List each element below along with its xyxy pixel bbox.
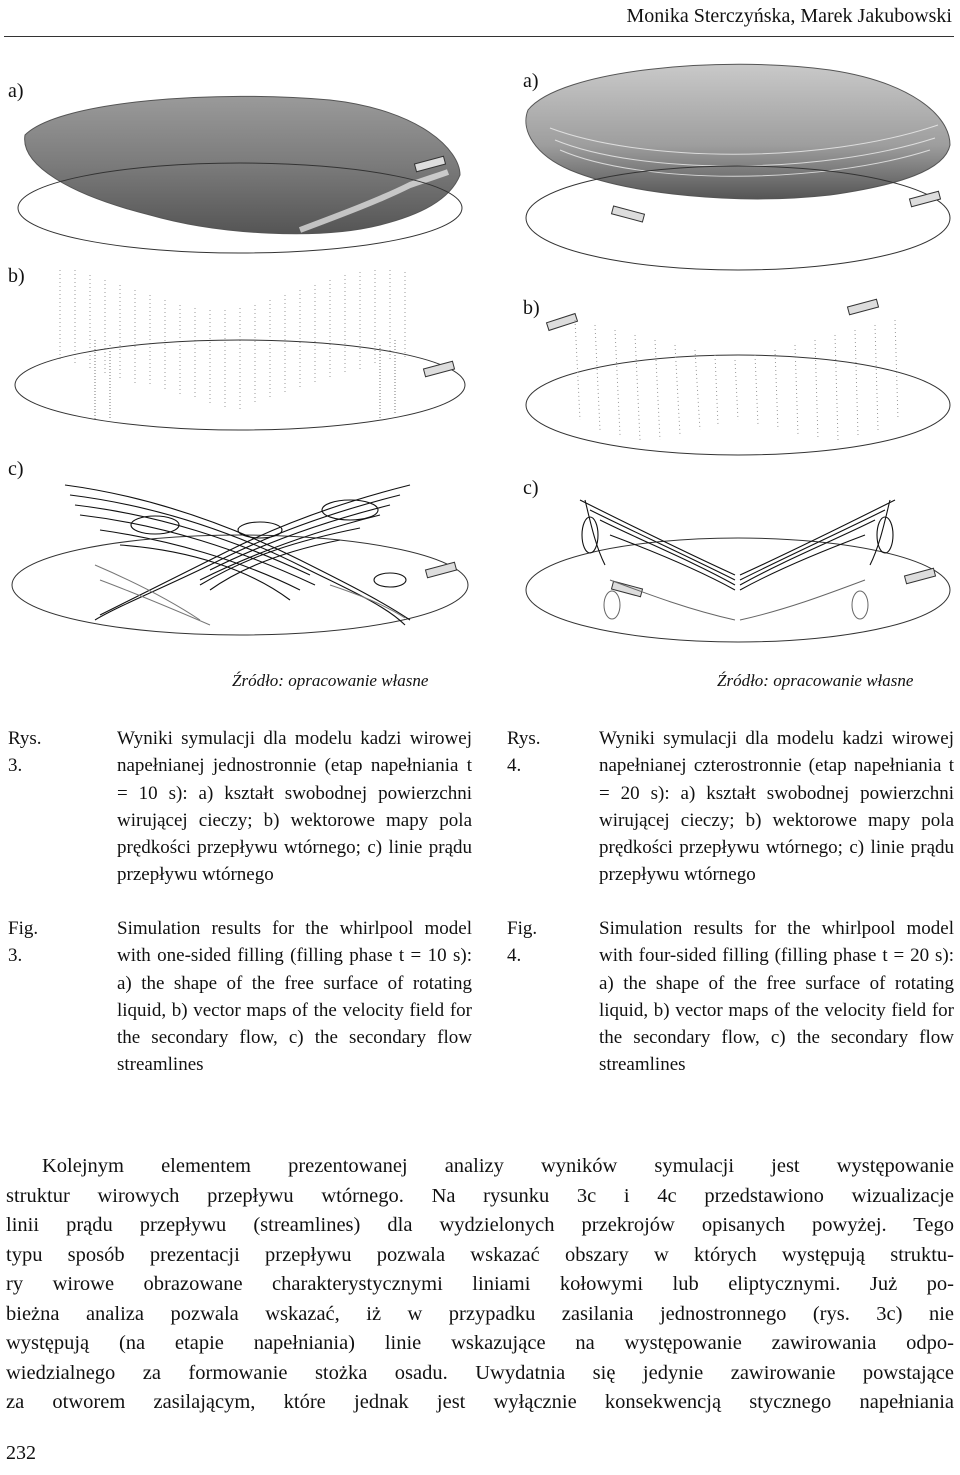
body-line: za otworem zasilającym, które jednak jest wyłącznie konsekwencją stycznego napełniania [6,1391,954,1413]
header-authors: Monika Sterczyńska, Marek Jakubowski [626,5,952,27]
body-line: ry wirowe obrazowane charakterystycznymi liniami kołowymi lub eliptycznymi. Już po- [6,1273,954,1295]
fig3-source: Źródło: opracowanie własne [232,671,429,690]
body-line: linii prądu przepływu (streamlines) dla wydzielonych przekrojów opisanych powyżej. Tego [6,1214,954,1236]
body-line: występują (na etapie napełniania) linie wskazujące na występowanie zawirowania odpo- [6,1332,954,1354]
fig3-caption-pl-tag: Rys. 3. [8,728,42,777]
fig4-source: Źródło: opracowanie własne [717,671,914,690]
fig4-caption-pl-tag: Rys. 4. [507,728,541,777]
fig3-caption-en-tag: Fig. 3. [8,918,39,967]
fig3-panel-a-label: a) [8,80,24,102]
page-number: 232 [6,1442,36,1464]
fig4-caption-en-text: Simulation results for the whirlpool model with four-sided filling (filling phase t = 20 s): a) the shape of the free surface of rotating liquid, b) vector maps of the velocity field for the secondary flow, c) the secondary flow streamlines [599,918,954,1076]
body-line: Kolejnym elementem prezentowanej analizy wyników symulacji jest występowanie [42,1155,954,1177]
body-paragraph [6,1152,954,1418]
fig4-panel-a-label: a) [523,70,539,92]
fig3-caption-en-text: Simulation results for the whirlpool model with one-sided filling (filling phase t = 10 s): a) the shape of the free surface of rotating liquid, b) vector maps of the velocity field for the secondary flow, c) the secondary flow streamlines [117,918,472,1076]
fig4-panel-c-label: c) [523,477,539,499]
fig4-panel-c-streamlines [0,0,960,700]
body-line: bieżna analiza pozwala wskazać, iż w przypadku zasilania jednostronnego (rys. 3c) nie [6,1302,954,1325]
fig3-panel-c-label: c) [8,458,24,480]
fig4-caption-en-tag: Fig. 4. [507,918,538,967]
body-line: struktur wirowych przepływu wtórnego. Na rysunku 3c i 4c przedstawiono wizualizacje [6,1184,954,1207]
body-line: typu sposób prezentacji przepływu pozwala wskazać obszary w których występują struktu- [6,1243,954,1266]
fig4-panel-b-label: b) [523,297,540,319]
fig3-caption-pl-text: Wyniki symulacji dla modelu kadzi wirowej napełnianej jednostronnie (etap napełniania t = 10 s): a) kształt swobodnej powierzchni wirującej cieczy; b) wektorowe mapy pola prędkości przepływu wtórnego; c) linie prądu przepływu wtórnego [117,728,472,886]
fig4-caption-pl-text: Wyniki symulacji dla modelu kadzi wirowej napełnianej czterostronnie (etap napełniania t = 20 s): a) kształt swobodnej powierzchni wirującej cieczy; b) wektorowe mapy pola prędkości przepływu wtórnego; c) linie prądu przepływu wtórnego [599,728,954,886]
fig3-panel-b-label: b) [8,265,25,287]
body-line: wiedzialnego za formowanie stożka osadu. Uwydatnia się jedynie zawirowanie powstające [6,1361,954,1384]
